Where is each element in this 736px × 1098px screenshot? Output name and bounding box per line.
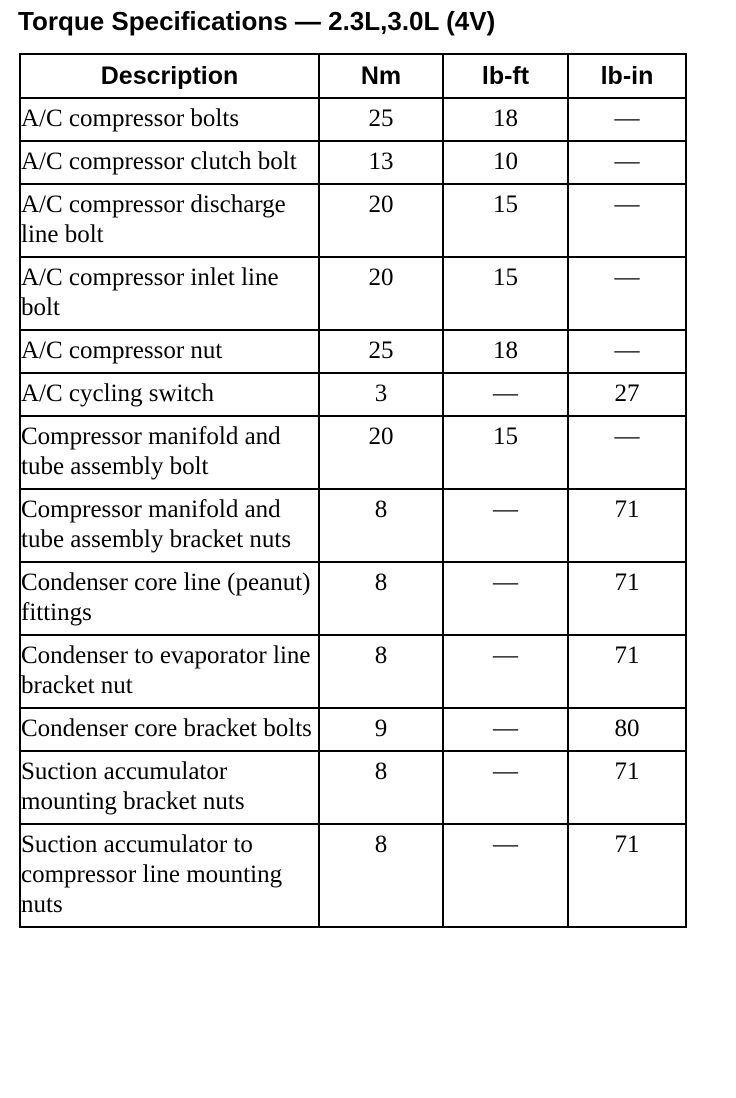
lb-ft-cell: 10 (443, 141, 568, 184)
lb-ft-cell: — (443, 824, 568, 927)
nm-cell: 3 (319, 373, 443, 416)
lb-in-cell: — (568, 416, 686, 489)
nm-cell: 25 (319, 330, 443, 373)
description-cell: Condenser core line (peanut) fittings (20, 562, 319, 635)
lb-in-cell: 80 (568, 708, 686, 751)
nm-cell: 8 (319, 751, 443, 824)
description-cell: Condenser core bracket bolts (20, 708, 319, 751)
lb-in-cell: — (568, 141, 686, 184)
nm-cell: 20 (319, 184, 443, 257)
table-row (20, 416, 686, 489)
lb-in-cell: — (568, 184, 686, 257)
lb-ft-cell: — (443, 708, 568, 751)
description-cell: Condenser to evaporator line bracket nut (20, 635, 319, 708)
table-row (20, 824, 686, 927)
table-row (20, 373, 686, 416)
nm-cell: 8 (319, 635, 443, 708)
nm-cell: 25 (319, 98, 443, 141)
lb-in-cell: — (568, 330, 686, 373)
lb-ft-cell: 15 (443, 184, 568, 257)
table-row (20, 98, 686, 141)
description-cell: Compressor manifold and tube assembly bracket nuts (20, 489, 319, 562)
lb-ft-cell: 18 (443, 330, 568, 373)
description-cell: A/C compressor clutch bolt (20, 141, 319, 184)
table-row (20, 141, 686, 184)
description-cell: Compressor manifold and tube assembly bolt (20, 416, 319, 489)
lb-ft-cell: 15 (443, 257, 568, 330)
lb-ft-cell: — (443, 751, 568, 824)
description-cell: Suction accumulator to compressor line mounting nuts (20, 824, 319, 927)
table-row (20, 708, 686, 751)
description-cell: A/C cycling switch (20, 373, 319, 416)
torque-spec-table (19, 53, 687, 928)
lb-in-cell: — (568, 257, 686, 330)
lb-in-cell: 27 (568, 373, 686, 416)
header-row (20, 54, 686, 98)
description-cell: A/C compressor inlet line bolt (20, 257, 319, 330)
lb-ft-cell: — (443, 635, 568, 708)
table-row (20, 562, 686, 635)
nm-cell: 9 (319, 708, 443, 751)
description-cell: A/C compressor nut (20, 330, 319, 373)
lb-in-cell: 71 (568, 751, 686, 824)
table-row (20, 184, 686, 257)
description-cell: A/C compressor discharge line bolt (20, 184, 319, 257)
lb-in-cell: 71 (568, 635, 686, 708)
column-header-description: Description (20, 54, 319, 98)
lb-ft-cell: — (443, 373, 568, 416)
lb-ft-cell: 15 (443, 416, 568, 489)
description-cell: A/C compressor bolts (20, 98, 319, 141)
nm-cell: 13 (319, 141, 443, 184)
lb-ft-cell: — (443, 562, 568, 635)
table-row (20, 751, 686, 824)
table-row (20, 489, 686, 562)
table-row (20, 635, 686, 708)
column-header-lb-in: lb-in (568, 54, 686, 98)
table-row (20, 330, 686, 373)
lb-in-cell: 71 (568, 824, 686, 927)
lb-in-cell: — (568, 98, 686, 141)
lb-in-cell: 71 (568, 562, 686, 635)
nm-cell: 20 (319, 416, 443, 489)
lb-ft-cell: 18 (443, 98, 568, 141)
column-header-lb-ft: lb-ft (443, 54, 568, 98)
nm-cell: 20 (319, 257, 443, 330)
page-title: Torque Specifications — 2.3L,3.0L (4V) (18, 6, 496, 36)
nm-cell: 8 (319, 562, 443, 635)
description-cell: Suction accumulator mounting bracket nuts (20, 751, 319, 824)
column-header-nm: Nm (319, 54, 443, 98)
lb-in-cell: 71 (568, 489, 686, 562)
nm-cell: 8 (319, 824, 443, 927)
nm-cell: 8 (319, 489, 443, 562)
lb-ft-cell: — (443, 489, 568, 562)
table-row (20, 257, 686, 330)
